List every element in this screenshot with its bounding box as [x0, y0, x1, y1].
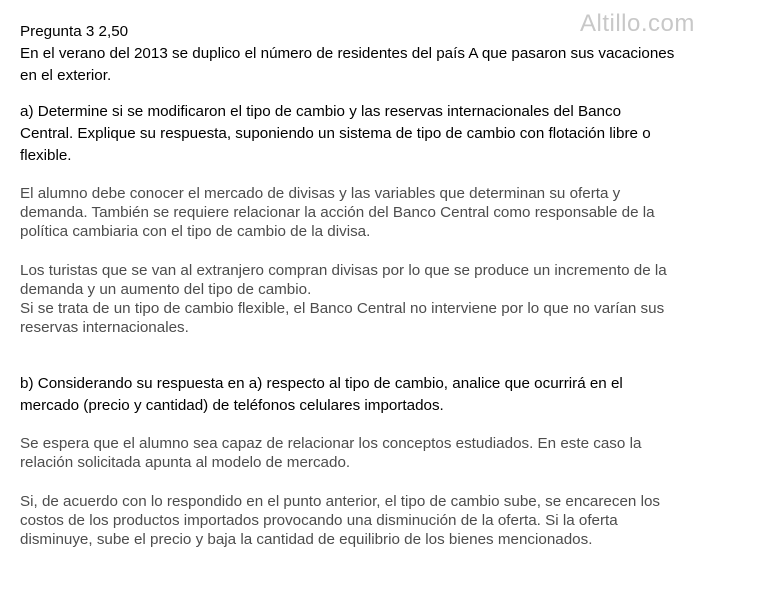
part-a-question-line: flexible.: [20, 147, 72, 164]
part-a-question: [20, 101, 770, 167]
part-b-answer-line: Se espera que el alumno sea capaz de relacionar los conceptos estudiados. En este caso la: [20, 435, 642, 452]
part-a-answer-line: demanda. También se requiere relacionar la acción del Banco Central como responsable de la: [20, 204, 655, 221]
part-a-answer-1: [20, 184, 770, 241]
part-a-answer-line: demanda y un aumento del tipo de cambio.: [20, 281, 312, 298]
part-a-answer-line: El alumno debe conocer el mercado de divisas y las variables que determinan su oferta y: [20, 185, 621, 202]
part-b-answer-line: relación solicitada apunta al modelo de mercado.: [20, 454, 351, 471]
part-a-question-line: a) Determine si se modificaron el tipo de cambio y las reservas internacionales del Banco: [20, 103, 622, 120]
part-b-answer-line: Si, de acuerdo con lo respondido en el punto anterior, el tipo de cambio sube, se encarecen los: [20, 493, 660, 510]
part-b-answer-1: [20, 434, 770, 472]
part-a-answer-line: Si se trata de un tipo de cambio flexible, el Banco Central no interviene por lo que no varían sus: [20, 300, 665, 317]
part-b-answer-2: [20, 492, 770, 549]
part-b-answer-line: costos de los productos importados provocando una disminución de la oferta. Si la oferta: [20, 512, 618, 529]
intro-line: en el exterior.: [20, 67, 112, 84]
question-number-label: Pregunta 3 2,50: [20, 23, 129, 40]
part-a-question-line: Central. Explique su respuesta, suponiendo un sistema de tipo de cambio con flotación libre o: [20, 125, 651, 142]
part-a-answer-line: reservas internacionales.: [20, 319, 189, 336]
part-b-answer-line: disminuye, sube el precio y baja la cantidad de equilibrio de los bienes mencionados.: [20, 531, 593, 548]
intro-line: En el verano del 2013 se duplico el número de residentes del país A que pasaron sus vacaciones: [20, 45, 675, 62]
part-b-question: [20, 373, 770, 417]
part-a-answer-line: Los turistas que se van al extranjero compran divisas por lo que se produce un incremento de la: [20, 262, 667, 279]
question-header: [20, 21, 770, 87]
part-a-answer-2: [20, 261, 770, 337]
part-b-question-line: b) Considerando su respuesta en a) respecto al tipo de cambio, analice que ocurrirá en el: [20, 375, 623, 392]
part-b-question-line: mercado (precio y cantidad) de teléfonos celulares importados.: [20, 397, 444, 414]
part-a-answer-line: política cambiaria con el tipo de cambio de la divisa.: [20, 223, 371, 240]
watermark: Altillo.com: [580, 10, 695, 37]
